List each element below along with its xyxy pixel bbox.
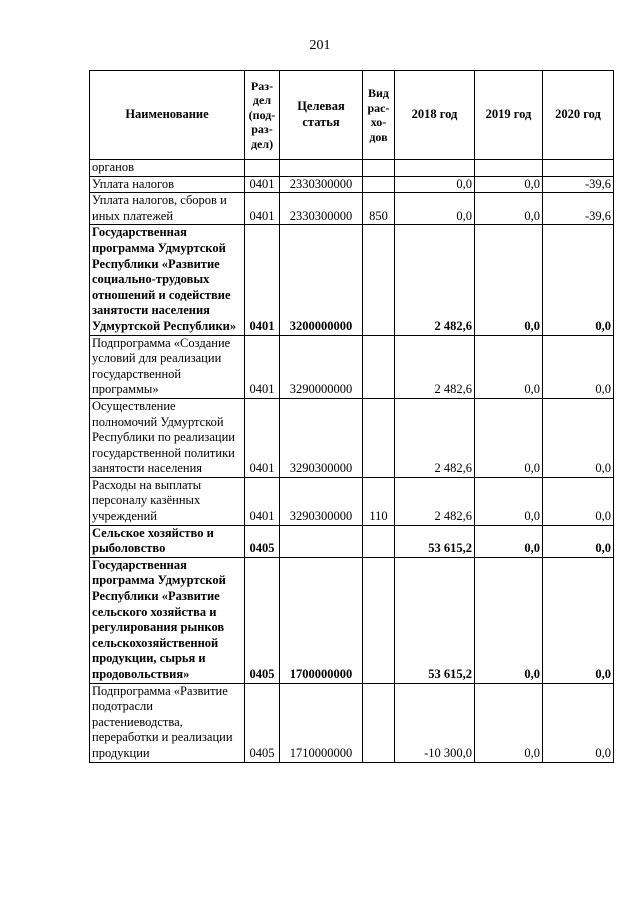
header-name: Наименование: [90, 71, 245, 160]
table-row: [90, 193, 614, 225]
cell-2020: 0,0: [543, 225, 614, 335]
cell-2020: -39,6: [543, 193, 614, 225]
cell-2018: 2 482,6: [395, 225, 475, 335]
table-row: [90, 160, 614, 177]
cell-2019: 0,0: [475, 193, 543, 225]
cell-2018: -10 300,0: [395, 683, 475, 762]
table-row: [90, 335, 614, 398]
cell-name: Подпрограмма «Создание условий для реализации государственной программы»: [90, 335, 245, 398]
cell-2019: 0,0: [475, 557, 543, 683]
header-2018: 2018 год: [395, 71, 475, 160]
cell-celevaya: 3200000000: [280, 225, 363, 335]
table-row: [90, 525, 614, 557]
cell-celevaya: 2330300000: [280, 193, 363, 225]
cell-name: Сельское хозяйство и рыболовство: [90, 525, 245, 557]
cell-2020: 0,0: [543, 335, 614, 398]
cell-name: Подпрограмма «Развитие подотрасли растениеводства, переработки и реализации продукции: [90, 683, 245, 762]
cell-celevaya: 1710000000: [280, 683, 363, 762]
cell-celevaya: 3290000000: [280, 335, 363, 398]
table-row: [90, 225, 614, 335]
cell-2020: 0,0: [543, 683, 614, 762]
cell-2019: 0,0: [475, 176, 543, 193]
cell-2018: 2 482,6: [395, 477, 475, 525]
cell-2020: -39,6: [543, 176, 614, 193]
cell-2020: 0,0: [543, 398, 614, 477]
cell-name: Государственная программа Удмуртской Республики «Развитие сельского хозяйства и регулирования рынков сельскохозяйственной продукции, сырья и продовольствия»: [90, 557, 245, 683]
cell-vid: [363, 335, 395, 398]
cell-2020: [543, 160, 614, 177]
header-vid: Вид рас- хо- дов: [363, 71, 395, 160]
header-celevaya: Целевая статья: [280, 71, 363, 160]
cell-vid: [363, 683, 395, 762]
cell-2018: 0,0: [395, 193, 475, 225]
header-2020: 2020 год: [543, 71, 614, 160]
cell-2018: [395, 160, 475, 177]
cell-2019: 0,0: [475, 225, 543, 335]
cell-2018: 53 615,2: [395, 557, 475, 683]
cell-vid: [363, 176, 395, 193]
cell-vid: [363, 557, 395, 683]
cell-celevaya: 1700000000: [280, 557, 363, 683]
budget-table: [89, 70, 614, 763]
header-2019: 2019 год: [475, 71, 543, 160]
table-row: [90, 477, 614, 525]
cell-name: Государственная программа Удмуртской Республики «Развитие социально-трудовых отношений и содействие занятости населения Удмуртской Республики»: [90, 225, 245, 335]
cell-celevaya: 2330300000: [280, 176, 363, 193]
table-header-row: [90, 71, 614, 160]
cell-razdel: 0405: [245, 557, 280, 683]
cell-razdel: 0401: [245, 477, 280, 525]
cell-razdel: 0401: [245, 176, 280, 193]
cell-razdel: 0401: [245, 193, 280, 225]
cell-2019: 0,0: [475, 525, 543, 557]
cell-celevaya: 3290300000: [280, 398, 363, 477]
cell-vid: [363, 525, 395, 557]
cell-name: Осуществление полномочий Удмуртской Республики по реализации государственной политики занятости населения: [90, 398, 245, 477]
cell-name: Расходы на выплаты персоналу казённых учреждений: [90, 477, 245, 525]
cell-razdel: 0401: [245, 225, 280, 335]
cell-2020: 0,0: [543, 557, 614, 683]
cell-name: органов: [90, 160, 245, 177]
cell-vid: [363, 398, 395, 477]
table-body: [90, 160, 614, 763]
cell-2019: 0,0: [475, 477, 543, 525]
cell-celevaya: 3290300000: [280, 477, 363, 525]
cell-razdel: 0405: [245, 683, 280, 762]
cell-razdel: 0401: [245, 398, 280, 477]
cell-2018: 2 482,6: [395, 335, 475, 398]
cell-2018: 0,0: [395, 176, 475, 193]
table-row: [90, 398, 614, 477]
cell-2019: [475, 160, 543, 177]
cell-2019: 0,0: [475, 335, 543, 398]
table-row: [90, 557, 614, 683]
cell-vid: 110: [363, 477, 395, 525]
cell-2019: 0,0: [475, 683, 543, 762]
cell-vid: [363, 160, 395, 177]
page-number: 201: [309, 38, 331, 53]
cell-2019: 0,0: [475, 398, 543, 477]
cell-vid: 850: [363, 193, 395, 225]
cell-name: Уплата налогов, сборов и иных платежей: [90, 193, 245, 225]
cell-2018: 2 482,6: [395, 398, 475, 477]
table-row: [90, 683, 614, 762]
cell-2020: 0,0: [543, 477, 614, 525]
cell-celevaya: [280, 525, 363, 557]
cell-razdel: [245, 160, 280, 177]
cell-2020: 0,0: [543, 525, 614, 557]
cell-vid: [363, 225, 395, 335]
cell-celevaya: [280, 160, 363, 177]
header-razdel: Раз- дел (под- раз- дел): [245, 71, 280, 160]
cell-razdel: 0405: [245, 525, 280, 557]
table-row: [90, 176, 614, 193]
cell-name: Уплата налогов: [90, 176, 245, 193]
cell-2018: 53 615,2: [395, 525, 475, 557]
cell-razdel: 0401: [245, 335, 280, 398]
